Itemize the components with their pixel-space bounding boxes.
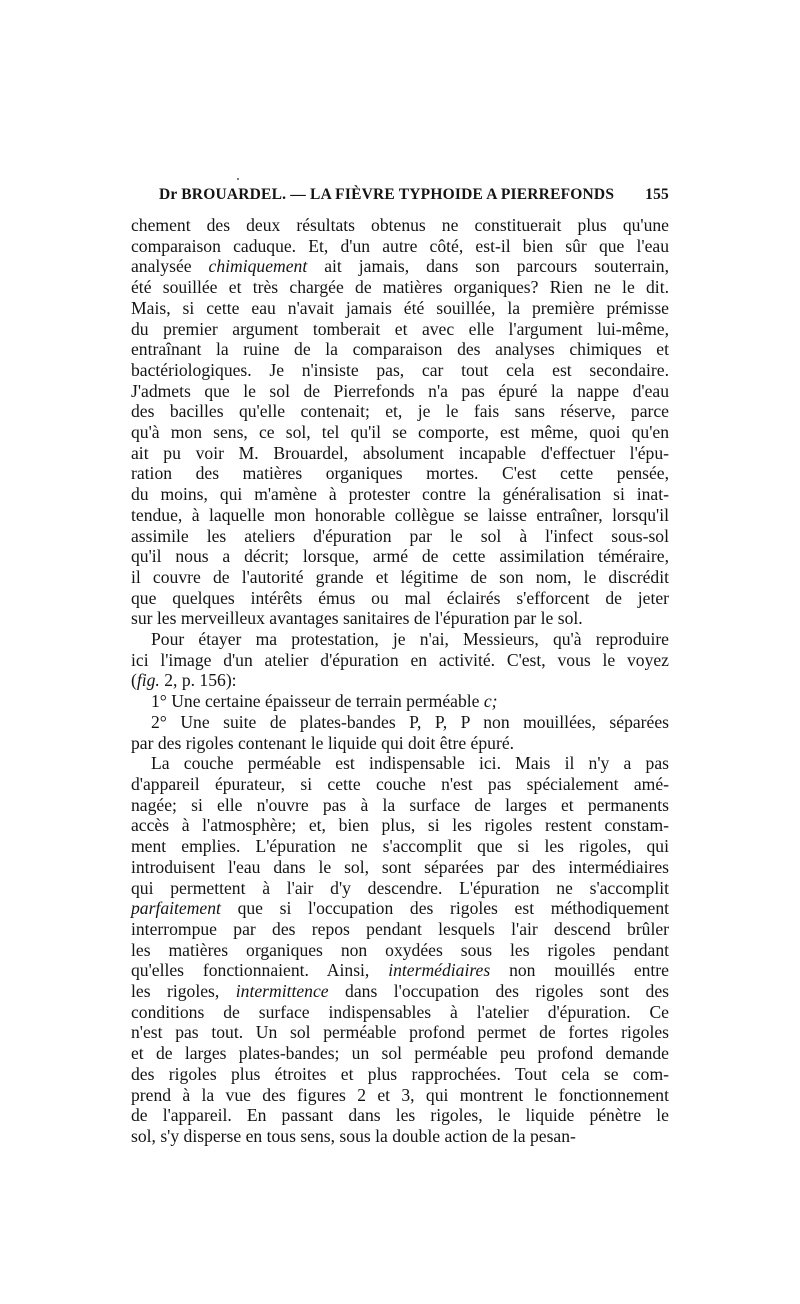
text-line: 2° Une suite de plates-bandes P, P, P non mouillées, séparées — [151, 711, 669, 732]
running-head — [131, 186, 669, 212]
book-page — [131, 186, 669, 1147]
italic-term: chimiquement — [208, 256, 308, 277]
text-line: J'admets que le sol de Pierrefonds n'a pas épuré la nappe d'eau — [131, 380, 669, 401]
italic-term: c; — [483, 691, 498, 712]
text-line: qu'elles fonctionnaient. Ainsi, intermédiaires non mouillés entre — [131, 960, 669, 981]
text-line: introduisent l'eau dans le sol, sont séparées par des intermédiaires — [131, 856, 669, 877]
text-line: analysée chimiquement ait jamais, dans son parcours souterrain, — [131, 256, 670, 277]
text-line: bactériologiques. Je n'insiste pas, car tout cela est secondaire. — [131, 359, 669, 380]
text-line: entraînant la ruine de la comparaison des analyses chimiques et — [131, 339, 669, 360]
text-line: qu'il nous a décrit; lorsque, armé de cette assimilation téméraire, — [131, 546, 669, 567]
text-line: chement des deux résultats obtenus ne constituerait plus qu'une — [131, 215, 669, 235]
text-line: d'appareil épurateur, si cette couche n'est pas spécialement amé- — [131, 773, 669, 794]
text-line: assimile les ateliers d'épuration par le sol à l'infect sous-sol — [131, 525, 669, 546]
italic-term: parfaitement — [131, 898, 221, 919]
text-line: qu'à mon sens, ce sol, tel qu'il se comporte, est même, quoi qu'en — [131, 422, 669, 443]
text-line: parfaitement que si l'occupation des rigoles est méthodiquement — [131, 898, 669, 919]
text-line: les matières organiques non oxydées sous les rigoles pendant — [131, 939, 669, 960]
text-line: ration des matières organiques mortes. C'est cette pensée, — [131, 463, 669, 484]
text-line: ici l'image d'un atelier d'épuration en activité. C'est, vous le voyez — [131, 649, 669, 670]
text-line: prend à la vue des figures 2 et 3, qui montrent le fonctionnement — [131, 1084, 669, 1105]
page-number: 155 — [645, 186, 669, 203]
text-line: il couvre de l'autorité grande et légitime de son nom, le discrédit — [131, 566, 669, 587]
text-line: de l'appareil. En passant dans les rigoles, le liquide pénètre le — [131, 1105, 669, 1126]
text-line: ment emplies. L'épuration ne s'accomplit que si les rigoles, qui — [131, 836, 669, 857]
text-line: tendue, à laquelle mon honorable collègue se laisse entraîner, lorsqu'il — [131, 504, 669, 525]
print-speck — [237, 178, 239, 180]
text-line: par des rigoles contenant le liquide qui doit être épuré. — [131, 732, 515, 753]
text-line: Pour étayer ma protestation, je n'ai, Messieurs, qu'à reproduire — [151, 629, 669, 650]
italic-term: fig. — [136, 670, 160, 691]
running-head-title: Dr BROUARDEL. — LA FIÈVRE TYPHOIDE A PIERREFONDS — [159, 186, 615, 203]
italic-term: intermédiaires — [388, 960, 491, 981]
text-line: Mais, si cette eau n'avait jamais été souillée, la première prémisse — [131, 297, 669, 318]
text-line: 1° Une certaine épaisseur de terrain perméable c; — [151, 691, 498, 712]
text-line: interrompue par des repos pendant lesquels l'air descend brûler — [131, 918, 669, 939]
text-line: La couche perméable est indispensable ici. Mais il n'y a pas — [151, 753, 669, 774]
text-line: qui permettent à l'air d'y descendre. L'épuration ne s'accomplit — [131, 877, 669, 898]
text-line: des bacilles qu'elle contenait; et, je le fais sans réserve, parce — [131, 401, 669, 422]
body-text — [131, 215, 669, 1147]
text-line: été souillée et très chargée de matières organiques? Rien ne le dit. — [131, 277, 669, 298]
text-line: du premier argument tomberait et avec elle l'argument lui-même, — [131, 318, 669, 339]
text-line: accès à l'atmosphère; et, bien plus, si les rigoles restent constam- — [131, 815, 669, 836]
text-line: du moins, qui m'amène à protester contre la généralisation si inat- — [131, 484, 669, 505]
text-line: que quelques intérêts émus ou mal éclairés s'efforcent de jeter — [131, 587, 669, 608]
text-line: conditions de surface indispensables à l'atelier d'épuration. Ce — [131, 1001, 669, 1022]
text-line: des rigoles plus étroites et plus rapprochées. Tout cela se com- — [131, 1063, 669, 1084]
text-line: et de larges plates-bandes; un sol perméable peu profond demande — [131, 1043, 669, 1064]
text-line: (fig. 2, p. 156): — [131, 670, 237, 691]
text-line: n'est pas tout. Un sol perméable profond permet de fortes rigoles — [131, 1022, 669, 1043]
text-line: les rigoles, intermittence dans l'occupation des rigoles sont des — [131, 981, 669, 1002]
text-line: nagée; si elle n'ouvre pas à la surface de larges et permanents — [131, 794, 669, 815]
text-line: sur les merveilleux avantages sanitaires de l'épuration par le sol. — [131, 608, 583, 629]
text-line: comparaison caduque. Et, d'un autre côté, est-il bien sûr que l'eau — [131, 235, 669, 256]
text-line: sol, s'y disperse en tous sens, sous la double action de la pesan- — [131, 1125, 576, 1146]
text-line: ait pu voir M. Brouardel, absolument incapable d'effectuer l'épu- — [131, 442, 669, 463]
italic-term: intermittence — [235, 981, 329, 1002]
